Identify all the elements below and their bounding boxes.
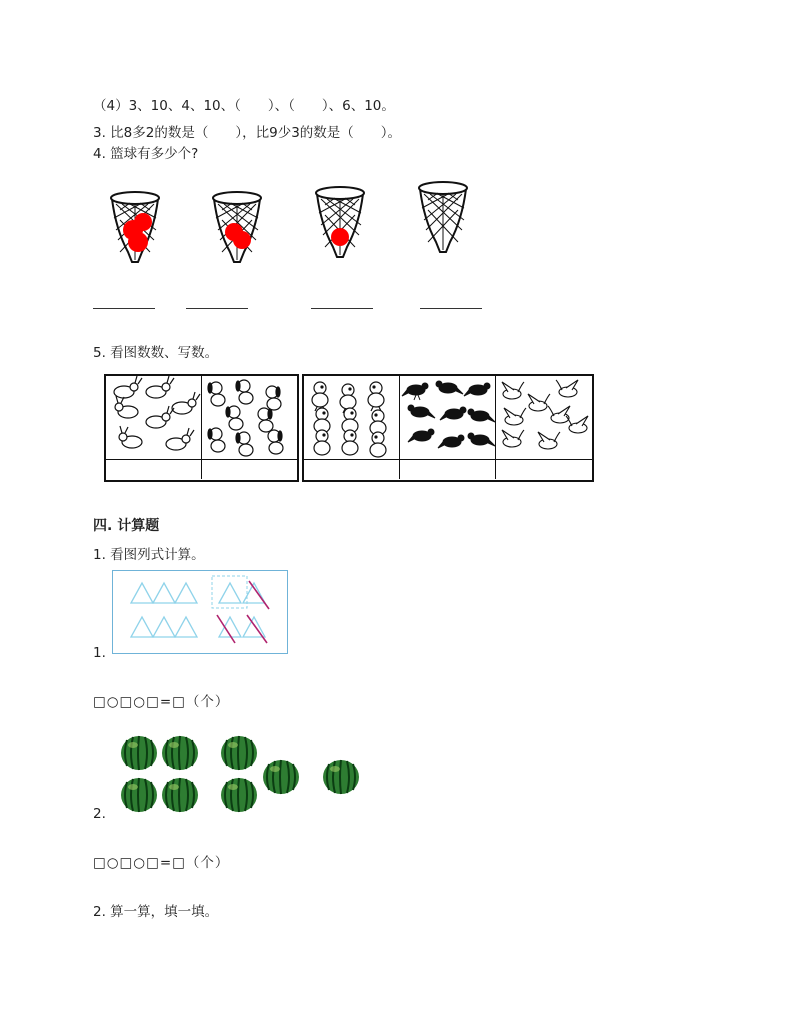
rabbits-picture — [106, 376, 202, 459]
triangle-figure — [112, 570, 288, 654]
answer-blank-1[interactable] — [93, 308, 155, 309]
basket-3 — [316, 187, 364, 257]
formula-2[interactable]: □○□○□=□（个） — [93, 855, 230, 871]
puppies-picture — [202, 376, 297, 459]
basket-2 — [213, 192, 261, 262]
question-4: 4. 篮球有多少个? — [93, 146, 199, 162]
sequence-question: （4）3、10、4、10、（ ）、（ ）、6、10。 — [93, 98, 395, 114]
chicks-picture — [304, 376, 400, 459]
section4-question-1: 1. 看图列式计算。 — [93, 547, 205, 563]
geese-picture — [496, 376, 592, 459]
watermelon-figure — [115, 732, 365, 817]
item-2-label: 2. — [93, 806, 106, 822]
magpies-picture — [400, 376, 496, 459]
count-table-animals-2 — [302, 374, 594, 482]
chicks-answer-cell[interactable] — [304, 460, 400, 479]
section4-question-2: 2. 算一算，填一填。 — [93, 904, 219, 920]
magpies-answer-cell[interactable] — [400, 460, 496, 479]
count-table-animals-1 — [104, 374, 299, 482]
basket-1 — [111, 192, 159, 262]
item-1-label: 1. — [93, 645, 106, 661]
geese-answer-cell[interactable] — [496, 460, 592, 479]
answer-blank-3[interactable] — [311, 308, 373, 309]
answer-blank-2[interactable] — [186, 308, 248, 309]
basket-4 — [419, 182, 467, 252]
formula-1[interactable]: □○□○□=□（个） — [93, 694, 230, 710]
puppies-answer-cell[interactable] — [202, 460, 297, 479]
question-3: 3. 比8多2的数是（ ），比9少3的数是（ ）。 — [93, 125, 402, 141]
basket-illustrations — [100, 180, 480, 270]
answer-blank-4[interactable] — [420, 308, 482, 309]
question-5: 5. 看图数数、写数。 — [93, 345, 219, 361]
section-heading: 四. 计算题 — [93, 518, 160, 534]
rabbits-answer-cell[interactable] — [106, 460, 202, 479]
